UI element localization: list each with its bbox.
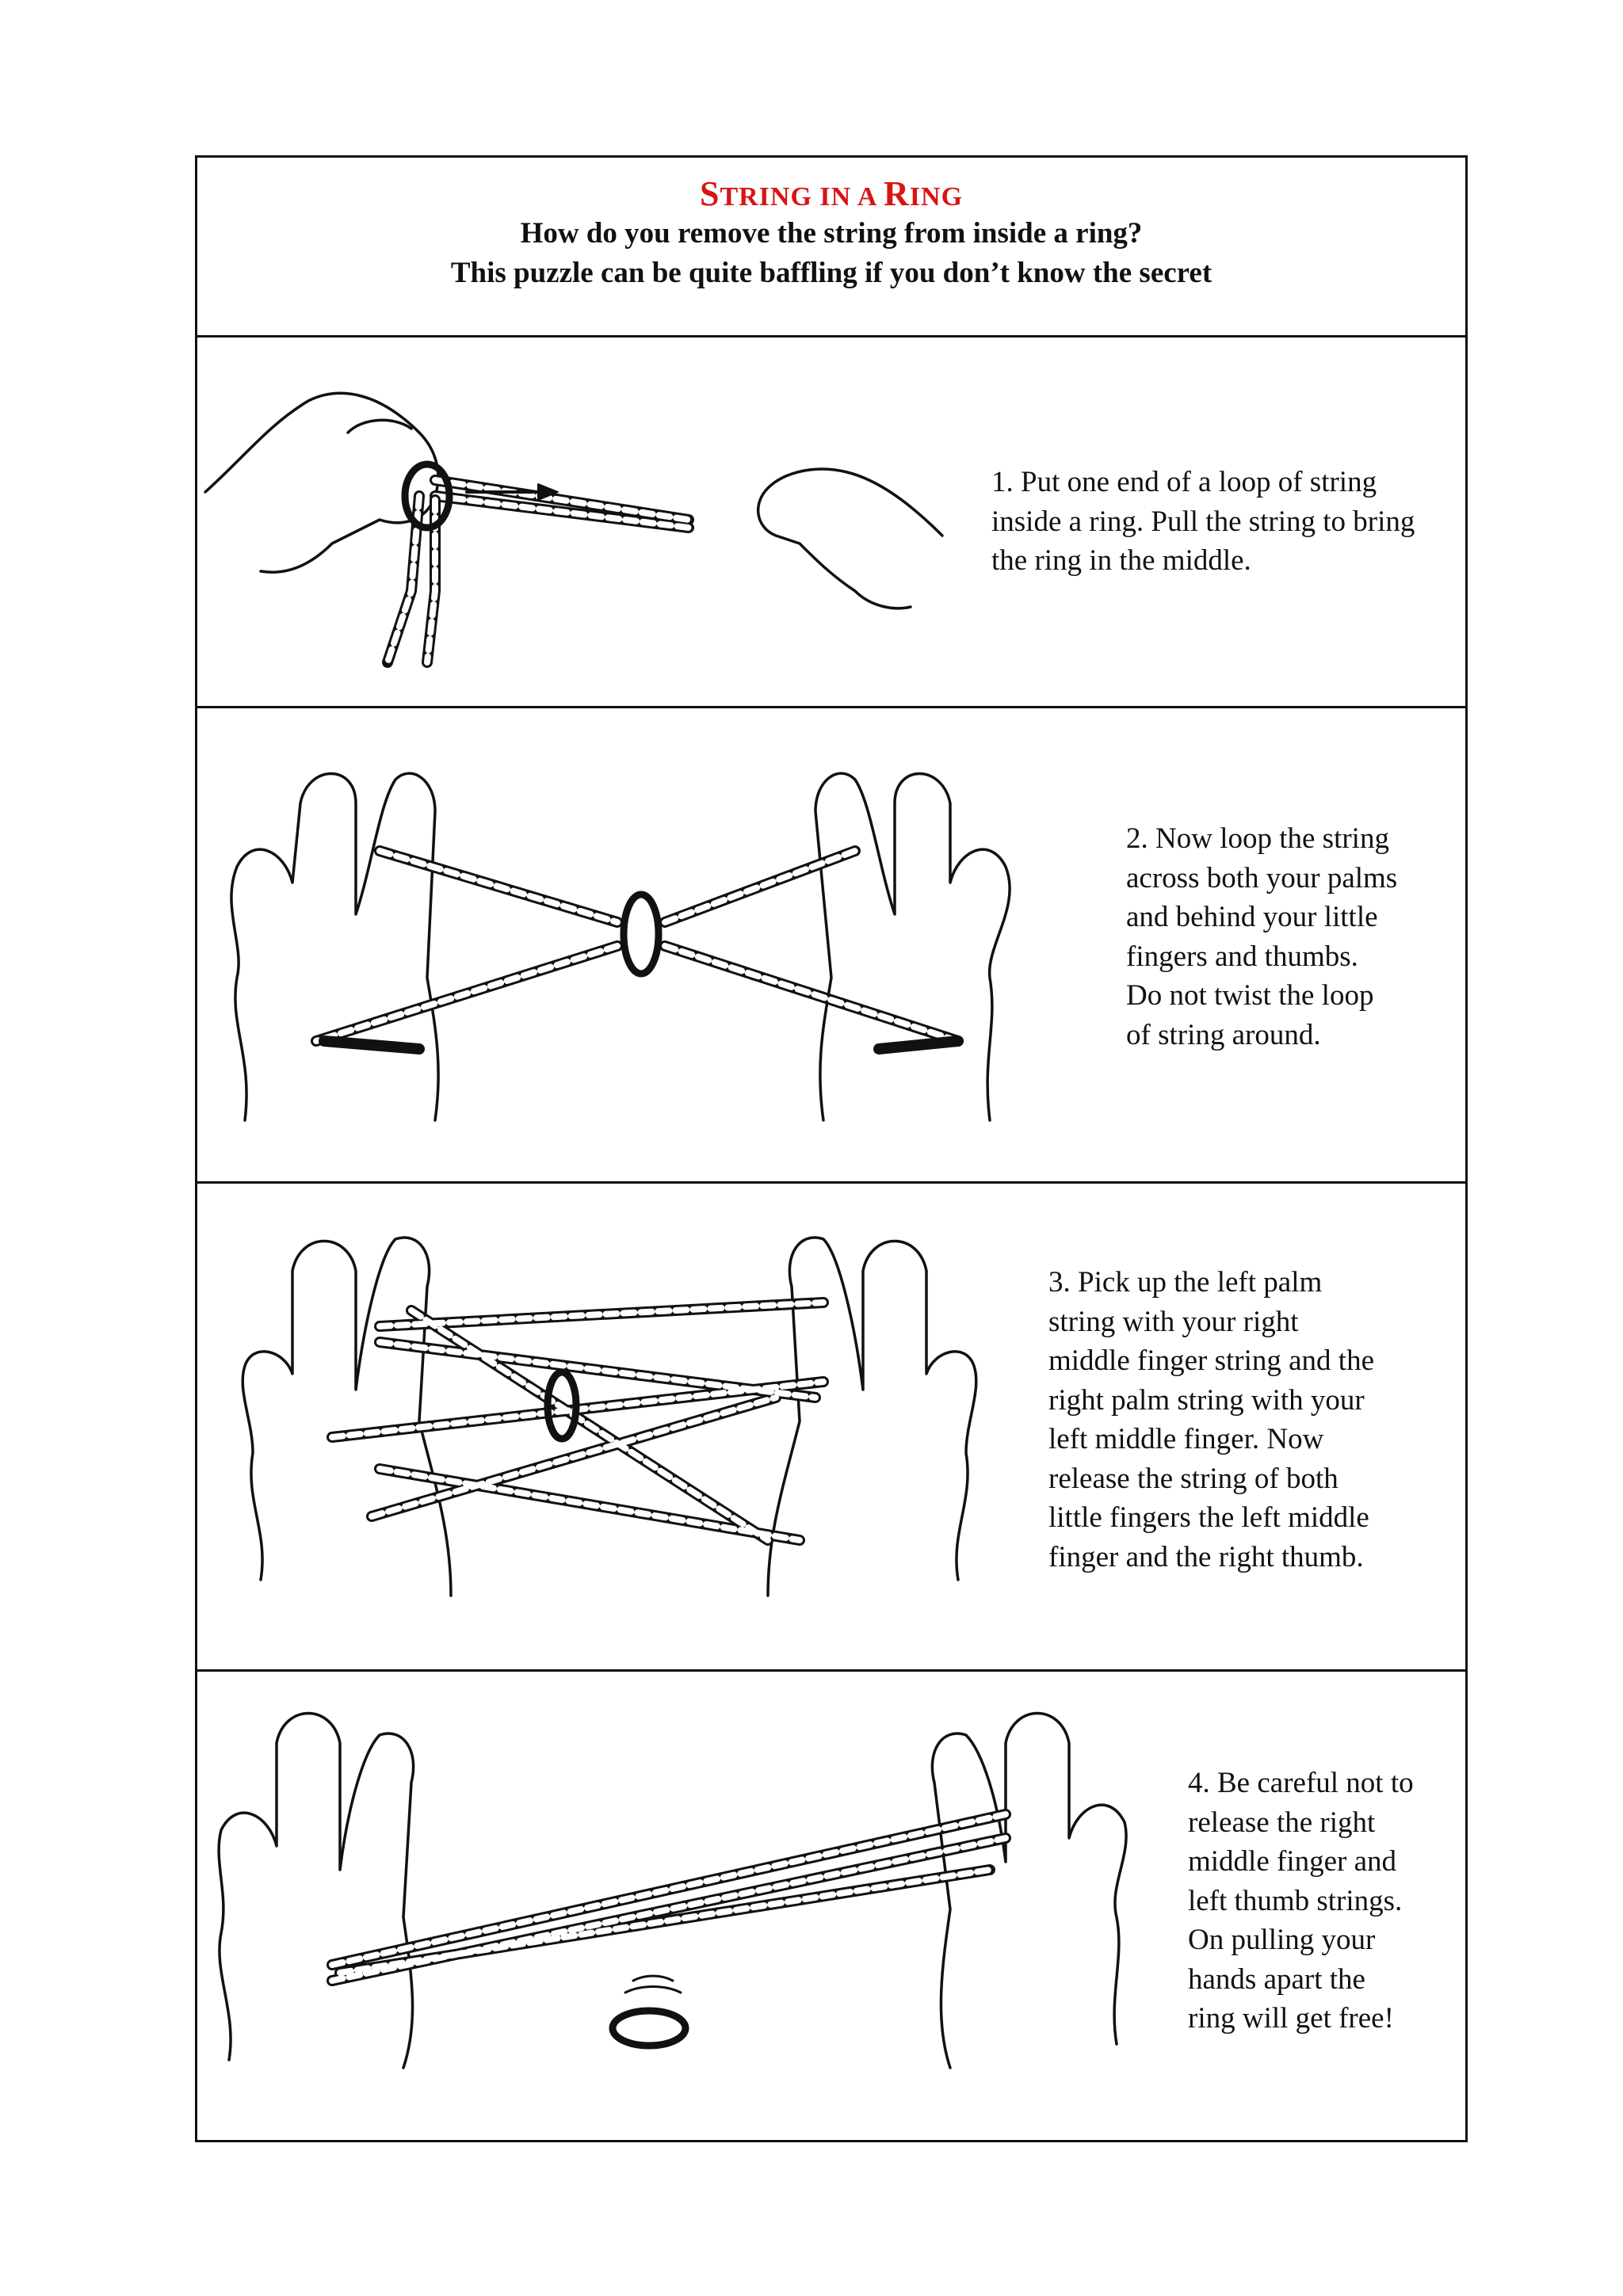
puzzle-sheet (195, 155, 1468, 2142)
step-4-illustration (197, 1672, 1164, 2147)
step-1-panel (197, 335, 1465, 706)
left-hand (242, 1238, 451, 1596)
right-hand-holding-string (758, 469, 942, 608)
title-part-2: ING (909, 182, 964, 212)
ring-icon (624, 894, 659, 974)
step-3-panel (197, 1181, 1465, 1669)
step-4-panel (197, 1669, 1465, 2145)
step-3-illustration (197, 1184, 1022, 1672)
right-hand (815, 773, 1010, 1120)
title-part-1: TRING IN A (720, 182, 884, 212)
step-2-panel (197, 706, 1465, 1181)
step-2-text: 2. Now loop the string across both your palms and behind your little fingers and thumbs. Do not twist the loop of string around. (1126, 822, 1398, 1051)
step-1-text: 1. Put one end of a loop of string inside a ring. Pull the string to bring the ring in the middle. (991, 466, 1415, 577)
subtitle-line-1: How do you remove the string from inside a ring? (520, 217, 1143, 250)
left-hand (231, 773, 438, 1120)
step-2-illustration (197, 708, 1101, 1184)
step-4-text: 4. Be careful not to release the right middle finger and left thumb strings. On pulling your hands apart the ring will get free! (1188, 1767, 1414, 2035)
subtitle-line-2: This puzzle can be quite baffling if you don’t know the secret (450, 257, 1212, 289)
page-title (197, 174, 1465, 214)
left-hand (219, 1714, 413, 2069)
right-hand (932, 1714, 1126, 2069)
ring-icon (613, 2011, 685, 2046)
step-1-illustration (197, 338, 958, 708)
step-3-text: 3. Pick up the left palm string with your right middle finger string and the right palm string with your left middle finger. Now release the string of both little fingers the left middle finger and the right thumb. (1048, 1266, 1375, 1573)
title-cap-s: S (699, 174, 720, 213)
header-panel (197, 158, 1465, 335)
title-cap-r: R (884, 174, 910, 213)
